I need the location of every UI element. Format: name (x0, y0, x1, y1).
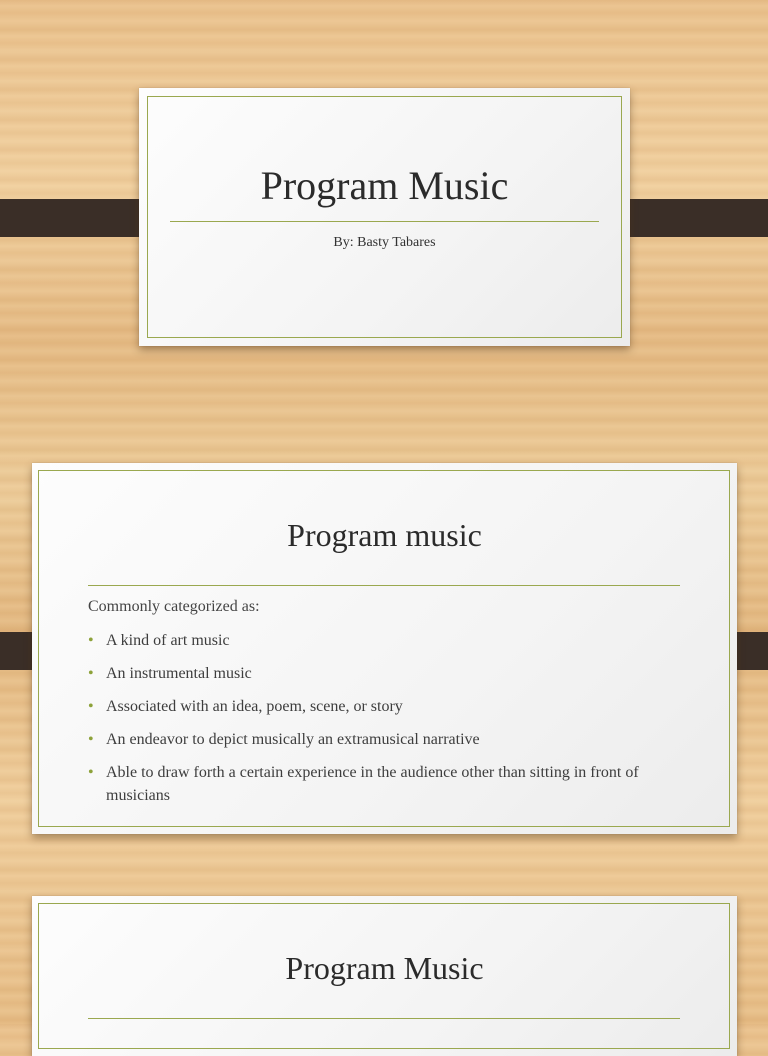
slide-1-frame (147, 96, 622, 338)
list-item: • Able to draw forth a certain experience in the audience other than sitting in front of musicians (88, 761, 648, 807)
bullet-icon: • (88, 665, 94, 682)
slide-2-intro: Commonly categorized as: (88, 598, 260, 615)
slide-3[interactable] (32, 896, 737, 1056)
bullet-icon: • (88, 731, 94, 748)
slide-2[interactable] (32, 463, 737, 834)
slide-2-title: Program music (287, 517, 482, 553)
slide-3-divider (88, 1018, 680, 1019)
slide-1[interactable] (139, 88, 630, 346)
slide-1-subtitle: By: Basty Tabares (333, 235, 436, 250)
list-item: • An instrumental music (88, 662, 648, 685)
slide-2-bullet-list (88, 629, 648, 817)
slide-2-divider (88, 585, 680, 586)
list-item: • Associated with an idea, poem, scene, or story (88, 695, 648, 718)
list-item: • An endeavor to depict musically an extramusical narrative (88, 728, 648, 751)
slide-1-divider (170, 221, 599, 222)
list-item: • A kind of art music (88, 629, 648, 652)
bullet-icon: • (88, 632, 94, 649)
slide-1-left-band (0, 199, 156, 237)
bullet-icon: • (88, 764, 94, 781)
slide-3-title: Program Music (285, 950, 484, 986)
bullet-icon: • (88, 698, 94, 715)
slide-1-title: Program Music (260, 163, 509, 208)
slide-1-right-band (612, 199, 768, 237)
